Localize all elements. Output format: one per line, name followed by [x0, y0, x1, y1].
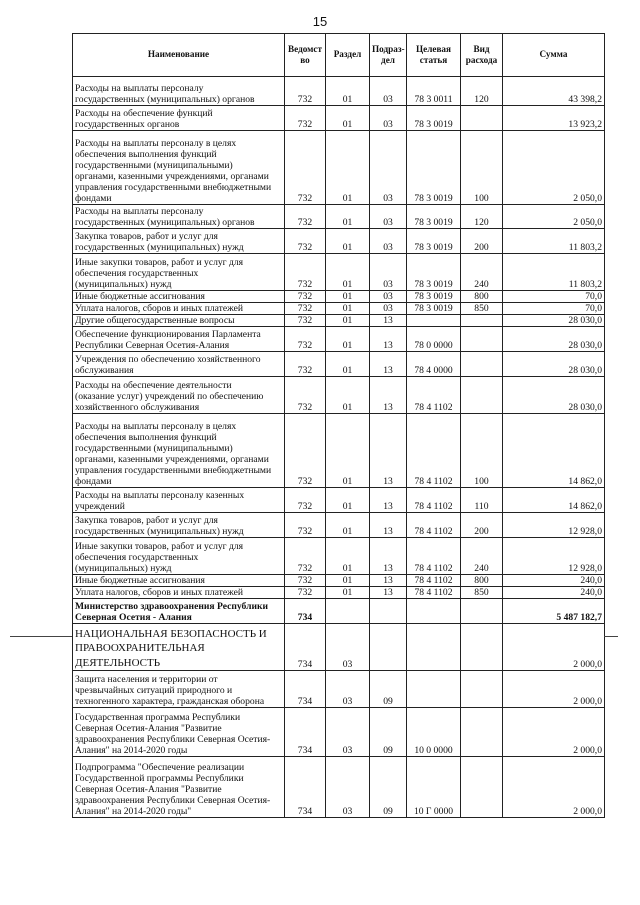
cell-section: 01: [326, 377, 370, 414]
cell-type: 240: [461, 254, 503, 291]
cell-dept: 732: [285, 327, 326, 352]
cell-type: 120: [461, 205, 503, 229]
cell-dept: 732: [285, 205, 326, 229]
cell-section: 01: [326, 414, 370, 488]
cell-type: 850: [461, 303, 503, 315]
cell-target: 10 Г 0000: [407, 757, 461, 818]
cell-section: 03: [326, 624, 370, 671]
header-name: Наименование: [73, 34, 285, 77]
cell-target: 78 3 0019: [407, 254, 461, 291]
cell-section: 03: [326, 708, 370, 757]
cell-type: 800: [461, 575, 503, 587]
cell-target: 78 3 0019: [407, 106, 461, 131]
cell-dept: 732: [285, 352, 326, 377]
table-header-row: [73, 34, 605, 77]
cell-sum: 70,0: [503, 291, 605, 303]
header-type: Вид расхода: [461, 34, 503, 77]
cell-dept: 734: [285, 671, 326, 708]
table-row: [73, 131, 605, 205]
cell-subsection: 13: [370, 575, 407, 587]
cell-subsection: 09: [370, 708, 407, 757]
cell-section: 01: [326, 352, 370, 377]
table-row: [73, 303, 605, 315]
cell-dept: 734: [285, 757, 326, 818]
cell-target: 10 0 0000: [407, 708, 461, 757]
cell-section: 01: [326, 229, 370, 254]
cell-type: 200: [461, 513, 503, 538]
cell-sum: 2 000,0: [503, 708, 605, 757]
table-row: [73, 254, 605, 291]
cell-type: 200: [461, 229, 503, 254]
table-row: [73, 205, 605, 229]
cell-target: 78 3 0011: [407, 77, 461, 106]
cell-sum: 5 487 182,7: [503, 599, 605, 624]
cell-name: Расходы на выплаты персоналу в целях обеспечения выполнения функций государственными (муниципальными) органами, казенными учреждениями, органами управления государственными внебюджетными фондами: [73, 414, 285, 488]
cell-sum: 2 000,0: [503, 671, 605, 708]
table-row: [73, 708, 605, 757]
cell-name: Обеспечение функционирования Парламента Республики Северная Осетия-Алания: [73, 327, 285, 352]
cell-name: Иные бюджетные ассигнования: [73, 291, 285, 303]
cell-target: [407, 599, 461, 624]
cell-type: 100: [461, 131, 503, 205]
cell-name: Подпрограмма "Обеспечение реализации Государственной программы Республики Северная Осетия-Алания "Развитие здравоохранения Республики Северная Осетия- Алания" на 2014-2020 годы": [73, 757, 285, 818]
cell-target: 78 4 0000: [407, 352, 461, 377]
cell-target: 78 3 0019: [407, 229, 461, 254]
cell-sum: 2 000,0: [503, 757, 605, 818]
cell-target: 78 4 1102: [407, 377, 461, 414]
cell-sum: 14 862,0: [503, 488, 605, 513]
cell-dept: 732: [285, 303, 326, 315]
cell-sum: 14 862,0: [503, 414, 605, 488]
cell-subsection: 13: [370, 315, 407, 327]
cell-name: Расходы на выплаты персоналу в целях обеспечения выполнения функций государственными (муниципальными) органами, казенными учреждениями, органами управления государственными внебюджетными фондами: [73, 131, 285, 205]
cell-section: 01: [326, 205, 370, 229]
cell-subsection: 13: [370, 377, 407, 414]
table-row: [73, 327, 605, 352]
cell-section: 01: [326, 538, 370, 575]
cell-sum: 28 030,0: [503, 352, 605, 377]
header-subsection: Подраз- дел: [370, 34, 407, 77]
page-number: 15: [312, 14, 328, 29]
cell-subsection: 03: [370, 77, 407, 106]
cell-subsection: 03: [370, 205, 407, 229]
table-row: [73, 414, 605, 488]
cell-type: 850: [461, 587, 503, 599]
cell-dept: 732: [285, 291, 326, 303]
cell-subsection: 13: [370, 327, 407, 352]
cell-name: Иные закупки товаров, работ и услуг для обеспечения государственных (муниципальных) нужд: [73, 254, 285, 291]
table-row: [73, 106, 605, 131]
cell-type: [461, 315, 503, 327]
table-row: [73, 77, 605, 106]
cell-target: [407, 624, 461, 671]
cell-section: 01: [326, 77, 370, 106]
table-row: [73, 229, 605, 254]
cell-target: 78 3 0019: [407, 131, 461, 205]
cell-sum: 70,0: [503, 303, 605, 315]
cell-subsection: 03: [370, 106, 407, 131]
cell-section: 01: [326, 587, 370, 599]
cell-dept: 732: [285, 513, 326, 538]
cell-target: 78 4 1102: [407, 488, 461, 513]
table-row: [73, 352, 605, 377]
cell-section: 01: [326, 254, 370, 291]
cell-target: 78 4 1102: [407, 587, 461, 599]
cell-subsection: 03: [370, 131, 407, 205]
cell-name: Учреждения по обеспечению хозяйственного обслуживания: [73, 352, 285, 377]
cell-type: 240: [461, 538, 503, 575]
cell-type: [461, 757, 503, 818]
cell-dept: 732: [285, 254, 326, 291]
header-dept: Ведомст во: [285, 34, 326, 77]
cell-name: Защита населения и территории от чрезвычайных ситуаций природного и техногенного характера, гражданская оборона: [73, 671, 285, 708]
cell-type: [461, 624, 503, 671]
cell-sum: 240,0: [503, 575, 605, 587]
cell-target: 78 0 0000: [407, 327, 461, 352]
cell-dept: 732: [285, 315, 326, 327]
cell-subsection: 13: [370, 488, 407, 513]
table-row: [73, 377, 605, 414]
cell-subsection: 13: [370, 414, 407, 488]
cell-section: 01: [326, 291, 370, 303]
cell-name: Закупка товаров, работ и услуг для государственных (муниципальных) нужд: [73, 513, 285, 538]
cell-type: [461, 106, 503, 131]
cell-dept: 732: [285, 575, 326, 587]
cell-sum: 12 928,0: [503, 538, 605, 575]
cell-target: 78 4 1102: [407, 513, 461, 538]
cell-subsection: 09: [370, 671, 407, 708]
cell-section: 01: [326, 315, 370, 327]
cell-sum: 11 803,2: [503, 254, 605, 291]
header-target: Целевая статья: [407, 34, 461, 77]
cell-dept: 734: [285, 624, 326, 671]
cell-sum: 43 398,2: [503, 77, 605, 106]
cell-sum: 28 030,0: [503, 327, 605, 352]
table-row: [73, 757, 605, 818]
cell-type: [461, 708, 503, 757]
cell-sum: 2 050,0: [503, 131, 605, 205]
cell-target: 78 4 1102: [407, 575, 461, 587]
table-row: [73, 587, 605, 599]
cell-sum: 28 030,0: [503, 377, 605, 414]
cell-subsection: 03: [370, 229, 407, 254]
cell-dept: 732: [285, 538, 326, 575]
cell-dept: 732: [285, 488, 326, 513]
cell-sum: 2 000,0: [503, 624, 605, 671]
cell-dept: 732: [285, 377, 326, 414]
cell-subsection: 03: [370, 254, 407, 291]
cell-target: 78 3 0019: [407, 205, 461, 229]
cell-name: Расходы на обеспечение деятельности (оказание услуг) учреждений по обеспечению хозяйственного обслуживания: [73, 377, 285, 414]
cell-name: Расходы на обеспечение функций государственных органов: [73, 106, 285, 131]
cell-subsection: 13: [370, 513, 407, 538]
cell-name: Уплата налогов, сборов и иных платежей: [73, 587, 285, 599]
cell-subsection: 03: [370, 291, 407, 303]
cell-type: 100: [461, 414, 503, 488]
cell-target: 78 4 1102: [407, 538, 461, 575]
cell-section: 03: [326, 757, 370, 818]
header-section: Раздел: [326, 34, 370, 77]
cell-section: 01: [326, 327, 370, 352]
cell-name: Расходы на выплаты персоналу казенных учреждений: [73, 488, 285, 513]
cell-name: Государственная программа Республики Северная Осетия-Алания "Развитие здравоохранения Республики Северная Осетия- Алания" на 2014-2020 годы: [73, 708, 285, 757]
cell-section: 01: [326, 488, 370, 513]
table-row: [73, 315, 605, 327]
cell-dept: 734: [285, 708, 326, 757]
cell-subsection: [370, 624, 407, 671]
table-row: [73, 538, 605, 575]
table-row: [73, 575, 605, 587]
cell-dept: 732: [285, 414, 326, 488]
cell-name: Уплата налогов, сборов и иных платежей: [73, 303, 285, 315]
budget-table: [72, 33, 605, 818]
cell-target: 78 3 0019: [407, 303, 461, 315]
cell-dept: 732: [285, 77, 326, 106]
cell-name: НАЦИОНАЛЬНАЯ БЕЗОПАСНОСТЬ И ПРАВООХРАНИТЕЛЬНАЯ ДЕЯТЕЛЬНОСТЬ: [73, 624, 285, 671]
cell-section: 01: [326, 513, 370, 538]
cell-sum: 11 803,2: [503, 229, 605, 254]
cell-dept: 734: [285, 599, 326, 624]
table-row: [73, 671, 605, 708]
cell-subsection: 13: [370, 587, 407, 599]
cell-dept: 732: [285, 131, 326, 205]
cell-sum: 13 923,2: [503, 106, 605, 131]
cell-type: 120: [461, 77, 503, 106]
cell-type: [461, 599, 503, 624]
table-row: [73, 599, 605, 624]
table-row: [73, 488, 605, 513]
cell-target: [407, 671, 461, 708]
cell-type: [461, 377, 503, 414]
cell-dept: 732: [285, 229, 326, 254]
cell-target: 78 3 0019: [407, 291, 461, 303]
header-sum: Сумма: [503, 34, 605, 77]
cell-type: 110: [461, 488, 503, 513]
cell-subsection: 09: [370, 757, 407, 818]
cell-target: 78 4 1102: [407, 414, 461, 488]
cell-type: 800: [461, 291, 503, 303]
cell-section: 01: [326, 106, 370, 131]
cell-sum: 2 050,0: [503, 205, 605, 229]
cell-type: [461, 671, 503, 708]
cell-subsection: [370, 599, 407, 624]
cell-subsection: 13: [370, 538, 407, 575]
divider-line-right: [604, 636, 618, 637]
cell-type: [461, 352, 503, 377]
table-row: [73, 624, 605, 671]
cell-name: Другие общегосударственные вопросы: [73, 315, 285, 327]
cell-dept: 732: [285, 587, 326, 599]
cell-name: Расходы на выплаты персоналу государственных (муниципальных) органов: [73, 205, 285, 229]
cell-dept: 732: [285, 106, 326, 131]
cell-section: [326, 599, 370, 624]
cell-name: Министерство здравоохранения Республики Северная Осетия - Алания: [73, 599, 285, 624]
table-row: [73, 513, 605, 538]
table-row: [73, 291, 605, 303]
cell-section: 01: [326, 131, 370, 205]
cell-section: 01: [326, 303, 370, 315]
cell-sum: 12 928,0: [503, 513, 605, 538]
cell-subsection: 13: [370, 352, 407, 377]
cell-name: Иные закупки товаров, работ и услуг для обеспечения государственных (муниципальных) нужд: [73, 538, 285, 575]
cell-sum: 240,0: [503, 587, 605, 599]
cell-type: [461, 327, 503, 352]
cell-name: Иные бюджетные ассигнования: [73, 575, 285, 587]
divider-line-left: [10, 636, 72, 637]
cell-sum: 28 030,0: [503, 315, 605, 327]
cell-section: 01: [326, 575, 370, 587]
cell-subsection: 03: [370, 303, 407, 315]
cell-name: Расходы на выплаты персоналу государственных (муниципальных) органов: [73, 77, 285, 106]
cell-target: [407, 315, 461, 327]
cell-name: Закупка товаров, работ и услуг для государственных (муниципальных) нужд: [73, 229, 285, 254]
cell-section: 03: [326, 671, 370, 708]
